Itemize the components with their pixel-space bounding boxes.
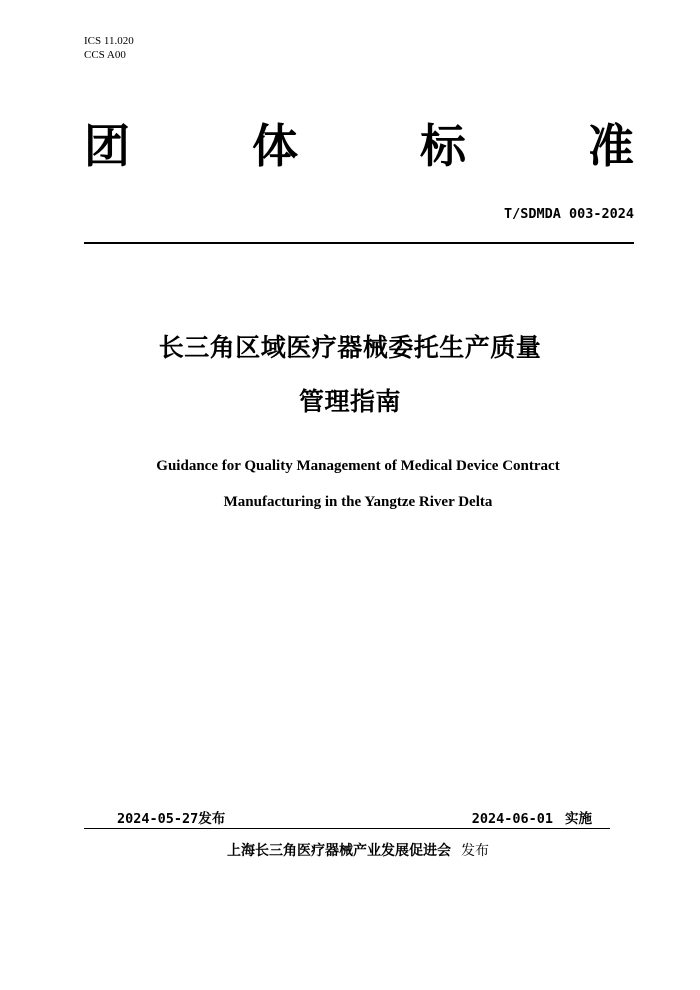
publisher-label: 发布 [461,843,489,859]
publisher-line [0,842,700,860]
footer-divider [84,828,610,829]
ics-code: ICS 11.020 [84,35,134,47]
implement-date: 2024-06-01 [471,811,553,827]
chinese-title-line-2: 管理指南 [298,387,401,416]
standard-number: T/SDMDA 003-2024 [503,206,634,222]
standard-type-char: 准 [588,119,634,173]
ccs-code: CCS A00 [84,49,126,61]
publisher-org: 上海长三角医疗器械产业发展促进会 [227,843,451,859]
chinese-title-line-1: 长三角区域医疗器械委托生产质量 [158,333,542,362]
english-title-line-2: Manufacturing in the Yangtze River Delta [223,494,493,510]
standard-type-char: 团 [84,119,130,173]
header-divider [84,242,634,244]
implement-date-block [472,810,592,828]
publish-date: 2024-05-27 [117,811,199,827]
implement-label: 实施 [565,811,592,827]
standard-type-char: 体 [252,119,298,173]
standard-type-heading [84,118,634,174]
classification-codes [84,34,134,62]
publish-date-block [117,810,225,828]
standard-type-char: 标 [420,119,466,173]
english-title-line-1: Guidance for Quality Management of Medical Device Contract [156,458,560,474]
publish-label: 发布 [198,811,226,827]
